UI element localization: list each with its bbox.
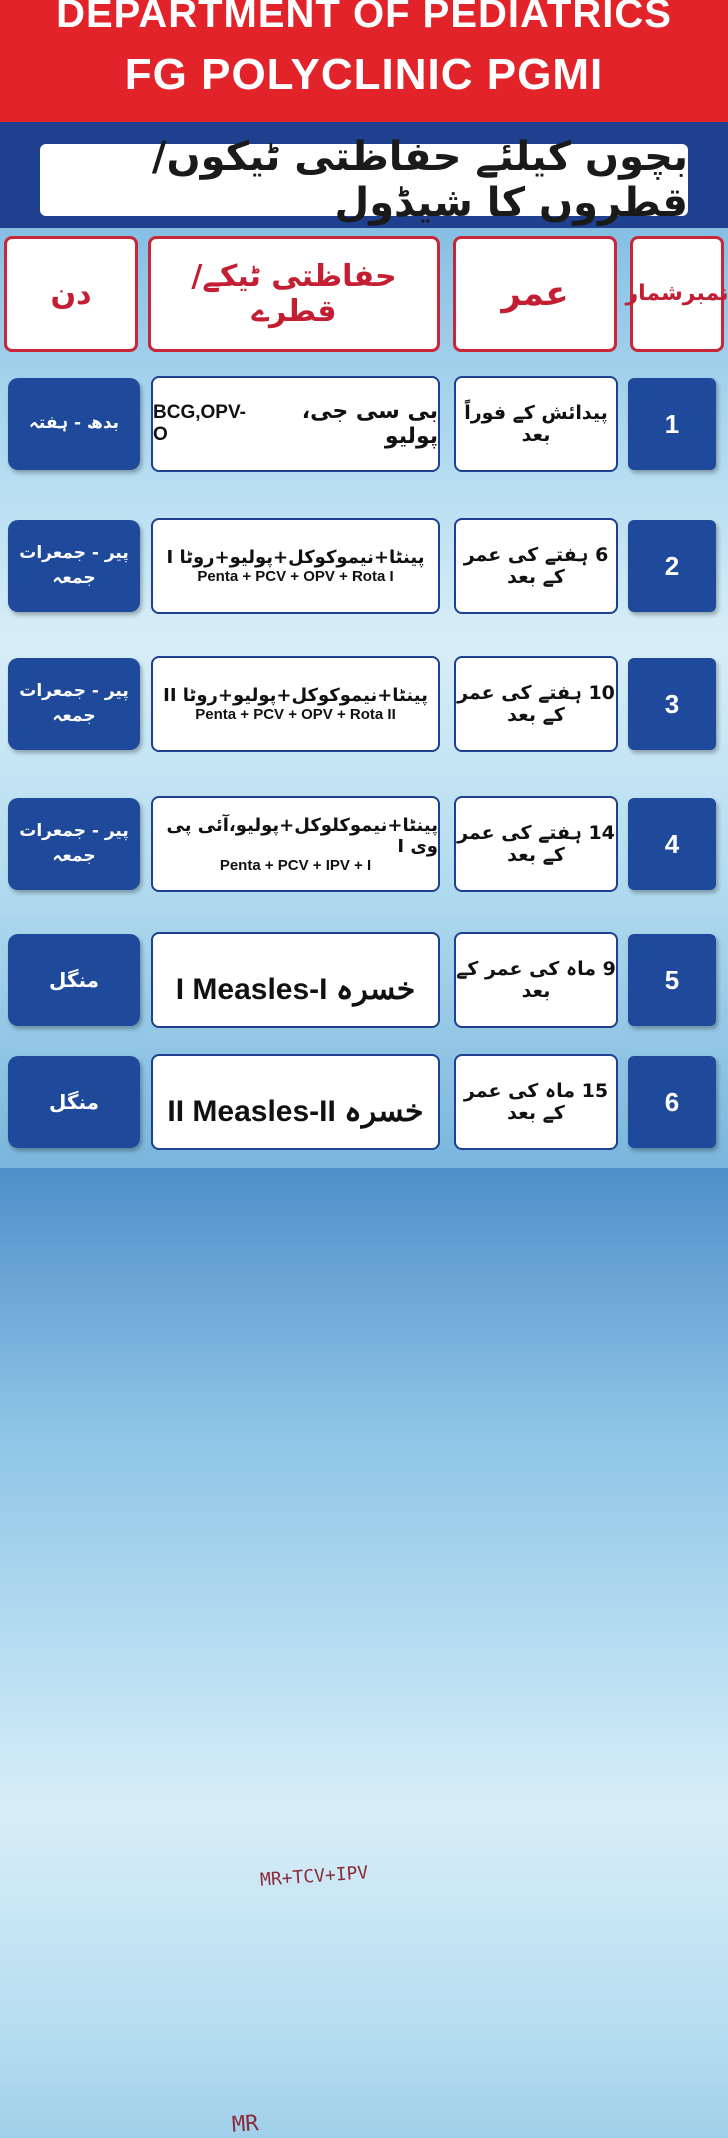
- row-number: 4: [628, 798, 716, 890]
- clinic-title: FG POLYCLINIC PGMI: [124, 50, 604, 99]
- row-vaccine: [151, 518, 440, 614]
- row-number: 2: [628, 520, 716, 612]
- row-day: پیر - جمعرات جمعہ: [8, 658, 140, 750]
- column-header-vaccine: حفاظتی ٹیکے/قطرے: [148, 236, 440, 352]
- row-day: پیر - جمعرات جمعہ: [8, 520, 140, 612]
- row-day: منگل: [8, 934, 140, 1026]
- row-number: 3: [628, 658, 716, 750]
- row-vaccine: [151, 1054, 440, 1150]
- column-header-day: دن: [4, 236, 138, 352]
- vaccine-english: Penta + PCV + OPV + Rota II: [195, 706, 396, 723]
- row-vaccine: [151, 376, 440, 472]
- row-age: 14 ہفتے کی عمر کے بعد: [454, 796, 618, 892]
- row-vaccine: [151, 932, 440, 1028]
- column-header-number: نمبرشمار: [630, 236, 724, 352]
- row-age: 6 ہفتے کی عمر کے بعد: [454, 518, 618, 614]
- vaccine-urdu: بی سی جی، پولیو: [301, 399, 438, 449]
- row-day: منگل: [8, 1056, 140, 1148]
- department-title: DEPARTMENT OF PEDIATRICS: [56, 0, 672, 36]
- vaccine-main: خسرہ I Measles-I: [175, 972, 416, 1006]
- handwritten-note: MR: [231, 2111, 260, 2138]
- schedule-title: بچوں کیلئے حفاظتی ٹیکوں/قطروں کا شیڈول: [40, 144, 688, 216]
- vaccine-english: Penta + PCV + OPV + Rota I: [197, 568, 394, 585]
- vaccine-urdu: پینٹا+نیموکلوکل+پولیو،آئی پی وی I: [166, 814, 438, 857]
- row-age: 15 ماہ کی عمر کے بعد: [454, 1054, 618, 1150]
- row-day: پیر - جمعرات جمعہ: [8, 798, 140, 890]
- column-header-age: عمر: [453, 236, 617, 352]
- row-age: 9 ماہ کی عمر کے بعد: [454, 932, 618, 1028]
- table-row: [0, 654, 728, 754]
- vaccine-english: BCG,OPV-O: [153, 402, 246, 445]
- row-age: 10 ہفتے کی عمر کے بعد: [454, 656, 618, 752]
- table-row: [0, 374, 728, 474]
- row-number: 5: [628, 934, 716, 1026]
- row-vaccine: [151, 796, 440, 892]
- table-row: [0, 794, 728, 894]
- handwritten-note: MR+TCV+IPV: [259, 1862, 369, 1891]
- row-age: پیدائش کے فوراً بعد: [454, 376, 618, 472]
- vaccine-english: Penta + PCV + IPV + I: [219, 856, 372, 874]
- vaccine-main: خسرہ II Measles-II: [167, 1094, 424, 1128]
- row-number: 1: [628, 378, 716, 470]
- vaccine-urdu: پینٹا+نیموکوکل+پولیو+روٹا II: [163, 685, 428, 706]
- vaccine-urdu: پینٹا+نیموکوکل+پولیو+روٹا I: [166, 547, 425, 568]
- row-number: 6: [628, 1056, 716, 1148]
- row-day: بدھ - ہفتہ: [8, 378, 140, 470]
- row-vaccine: [151, 656, 440, 752]
- table-row: [0, 516, 728, 616]
